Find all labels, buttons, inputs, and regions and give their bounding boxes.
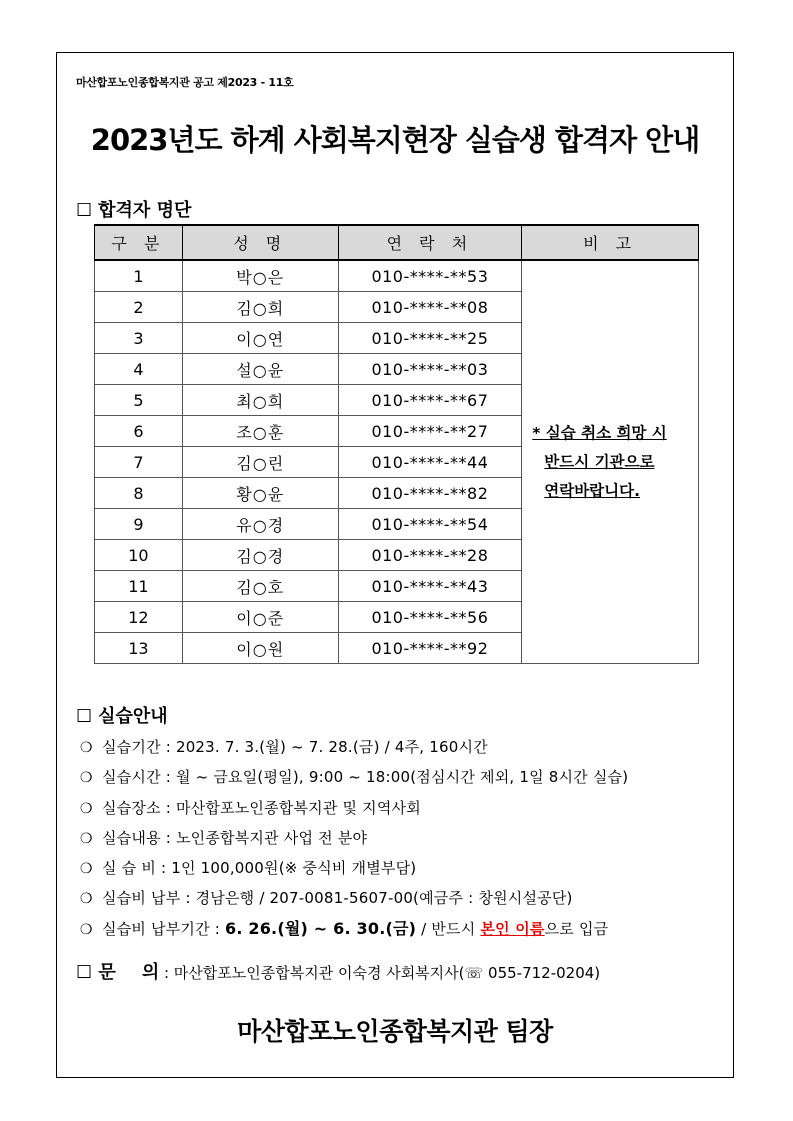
payment-suffix: 으로 입금	[544, 919, 609, 938]
circle-bullet-icon: ❍	[80, 800, 93, 817]
cell-no: 7	[95, 447, 183, 478]
inquiry-label	[76, 962, 159, 983]
payment-prefix: 실습비 납부기간 :	[102, 919, 225, 938]
column-header-no: 구 분	[95, 225, 183, 260]
cell-no: 8	[95, 478, 183, 509]
cell-name: 이○원	[182, 633, 338, 664]
guide-item-text: 실습내용 : 노인종합복지관 사업 전 분야	[102, 828, 368, 847]
cell-phone: 010-****-**25	[338, 323, 522, 354]
cell-phone: 010-****-**03	[338, 354, 522, 385]
list-item	[80, 762, 628, 792]
table-header-row	[95, 225, 699, 260]
cell-name: 조○훈	[182, 416, 338, 447]
column-header-phone: 연 락 처	[338, 225, 522, 260]
list-item	[80, 853, 628, 883]
payment-period: 6. 26.(월) ~ 6. 30.(금)	[225, 918, 417, 938]
inquiry-contact: : 마산합포노인종합복지관 이숙경 사회복지사(☏ 055-712-0204)	[163, 964, 601, 982]
remark-line: * 실습 취소 희망 시	[532, 423, 667, 442]
circle-bullet-icon: ❍	[80, 830, 93, 847]
guide-item-text: 실습시간 : 월 ~ 금요일(평일), 9:00 ~ 18:00(점심시간 제외, 1일 8시간 실습)	[102, 768, 629, 787]
guide-section-heading	[76, 702, 168, 728]
cell-name: 김○경	[182, 540, 338, 571]
guide-item-text: 실습비 납부 : 경남은행 / 207-0081-5607-00(예금주 : 창원시설공단)	[102, 889, 573, 908]
cell-no: 5	[95, 385, 183, 416]
cell-name: 최○희	[182, 385, 338, 416]
circle-bullet-icon: ❍	[80, 740, 93, 756]
signature: 마산합포노인종합복지관 팀장	[237, 1017, 553, 1046]
remark-line: 반드시 기관으로	[544, 452, 655, 471]
cell-phone: 010-****-**67	[338, 385, 522, 416]
notice-number: 마산합포노인종합복지관 공고 제2023 - 11호	[76, 76, 294, 89]
cell-name: 김○호	[182, 571, 338, 602]
cell-name: 이○준	[182, 602, 338, 633]
cell-phone: 010-****-**28	[338, 540, 522, 571]
cell-name: 김○희	[182, 292, 338, 323]
cell-name: 이○연	[182, 323, 338, 354]
cell-phone: 010-****-**43	[338, 571, 522, 602]
cell-no: 4	[95, 354, 183, 385]
circle-bullet-icon: ❍	[80, 921, 93, 938]
page-title: 2023년도 하계 사회복지현장 실습생 합격자 안내	[90, 123, 700, 157]
cell-phone: 010-****-**82	[338, 478, 522, 509]
cell-no: 2	[95, 292, 183, 323]
cell-no: 11	[95, 571, 183, 602]
cell-no: 10	[95, 540, 183, 571]
cell-name: 김○린	[182, 447, 338, 478]
inquiry-label-second: 의	[141, 962, 160, 983]
column-header-name: 성 명	[182, 225, 338, 260]
guide-item-text: 실 습 비 : 1인 100,000원(※ 중식비 개별부담)	[102, 859, 417, 878]
inquiry-label-first: 문	[98, 962, 116, 983]
circle-bullet-icon: ❍	[80, 770, 93, 787]
cell-no: 3	[95, 323, 183, 354]
guide-list	[80, 732, 628, 944]
list-item-payment-period	[80, 914, 628, 944]
guide-item-text: 실습장소 : 마산합포노인종합복지관 및 지역사회	[102, 798, 421, 817]
checkbox-square-icon: ☐	[76, 962, 93, 983]
cell-name: 설○윤	[182, 354, 338, 385]
circle-bullet-icon: ❍	[80, 891, 93, 908]
cell-no: 13	[95, 633, 183, 664]
circle-bullet-icon: ❍	[80, 861, 93, 878]
roster-heading-text: 합격자 명단	[98, 200, 192, 221]
list-item	[80, 793, 628, 823]
checkbox-square-icon: ☐	[76, 200, 93, 221]
guide-heading-text: 실습안내	[98, 706, 168, 727]
passer-roster-table	[94, 224, 699, 664]
table-row	[95, 260, 699, 292]
inquiry-line	[76, 958, 600, 984]
cell-no: 1	[95, 260, 183, 292]
remark-cell	[522, 260, 699, 664]
own-name-emphasis: 본인 이름	[480, 919, 545, 938]
list-item	[80, 823, 628, 853]
cell-phone: 010-****-**56	[338, 602, 522, 633]
checkbox-square-icon: ☐	[76, 706, 93, 727]
cell-phone: 010-****-**08	[338, 292, 522, 323]
cell-name: 유○경	[182, 509, 338, 540]
cell-phone: 010-****-**44	[338, 447, 522, 478]
cell-no: 9	[95, 509, 183, 540]
list-item	[80, 732, 628, 762]
list-item	[80, 883, 628, 913]
cell-name: 황○윤	[182, 478, 338, 509]
cell-name: 박○은	[182, 260, 338, 292]
remark-line: 연락바랍니다.	[544, 481, 640, 500]
column-header-remark: 비 고	[522, 225, 699, 260]
roster-section-heading	[76, 196, 191, 222]
guide-item-text: 실습기간 : 2023. 7. 3.(월) ~ 7. 28.(금) / 4주, 160시간	[102, 738, 488, 756]
cell-no: 12	[95, 602, 183, 633]
payment-middle: / 반드시	[416, 919, 481, 938]
cell-no: 6	[95, 416, 183, 447]
cell-phone: 010-****-**27	[338, 416, 522, 447]
cell-phone: 010-****-**92	[338, 633, 522, 664]
cell-phone: 010-****-**53	[338, 260, 522, 292]
cell-phone: 010-****-**54	[338, 509, 522, 540]
